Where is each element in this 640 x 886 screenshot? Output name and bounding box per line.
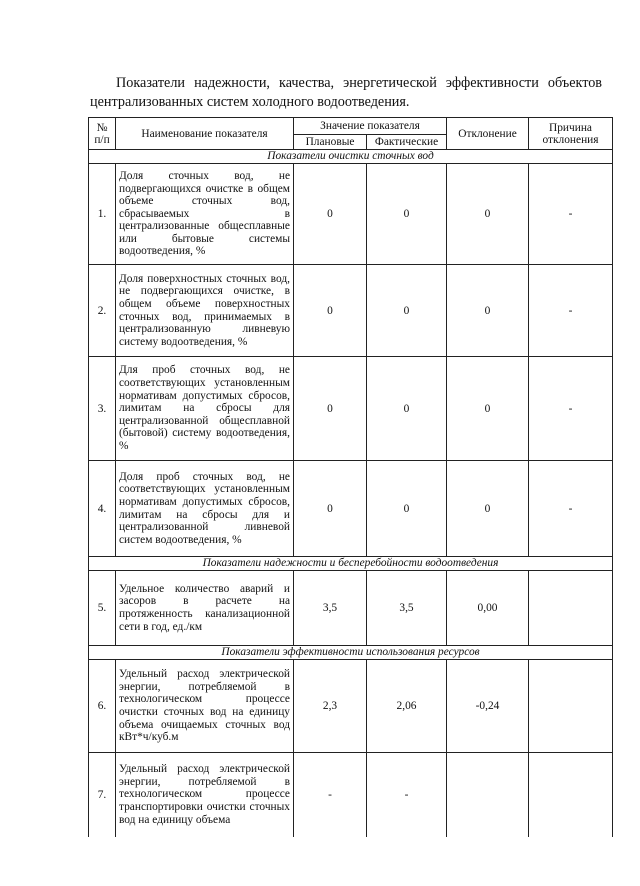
indicator-name: Доля поверхностных сточных вод, не подвергающихся очистке, в общем объеме поверхностных сточных вод, принимаемых в централизованную ливневую систему водоотведения, % bbox=[116, 265, 294, 357]
table-row bbox=[89, 164, 613, 265]
title-line-1: Показатели надежности, качества, энергетической эффективности объектов bbox=[116, 75, 602, 91]
header-actual: Фактические bbox=[367, 135, 447, 150]
reason-value bbox=[529, 571, 613, 646]
title-line-2: централизованных систем холодного водоотведения. bbox=[90, 94, 410, 110]
header-planned: Плановые bbox=[294, 135, 367, 150]
header-value: Значение показателя bbox=[294, 118, 447, 135]
section-title: Показатели очистки сточных вод bbox=[89, 150, 613, 164]
reason-value: - bbox=[529, 164, 613, 265]
section-title: Показатели надежности и бесперебойности водоотведения bbox=[89, 557, 613, 571]
table-row bbox=[89, 660, 613, 753]
header-num: № п/п bbox=[89, 118, 116, 150]
section-title: Показатели эффективности использования ресурсов bbox=[89, 646, 613, 660]
section-row bbox=[89, 150, 613, 164]
planned-value: 0 bbox=[294, 357, 367, 461]
reason-value bbox=[529, 753, 613, 837]
table-row bbox=[89, 357, 613, 461]
reason-value: - bbox=[529, 357, 613, 461]
row-number: 6. bbox=[89, 660, 116, 753]
table-row bbox=[89, 265, 613, 357]
deviation-value: 0,00 bbox=[447, 571, 529, 646]
row-number: 4. bbox=[89, 461, 116, 557]
indicator-name: Удельный расход электрической энергии, потребляемой в технологическом процессе транспортировки очистки сточных вод на единицу объема bbox=[116, 753, 294, 837]
table-row bbox=[89, 571, 613, 646]
actual-value: 0 bbox=[367, 265, 447, 357]
actual-value: 0 bbox=[367, 461, 447, 557]
deviation-value: 0 bbox=[447, 357, 529, 461]
indicator-name: Для проб сточных вод, не соответствующих установленным нормативам допустимых сбросов, лимитам на сбросы для централизованной общесплавной (бытовой) систему водоотведения, % bbox=[116, 357, 294, 461]
deviation-value: 0 bbox=[447, 164, 529, 265]
actual-value: - bbox=[367, 753, 447, 837]
indicator-name: Доля сточных вод, не подвергающихся очистке в общем объеме сточных вод, сбрасываемых в централизованные общесплавные или бытовые системы водоотведения, % bbox=[116, 164, 294, 265]
reason-value: - bbox=[529, 265, 613, 357]
planned-value: 2,3 bbox=[294, 660, 367, 753]
table-row bbox=[89, 753, 613, 837]
planned-value: 0 bbox=[294, 461, 367, 557]
reason-value bbox=[529, 660, 613, 753]
header-deviation: Отклонение bbox=[447, 118, 529, 150]
actual-value: 3,5 bbox=[367, 571, 447, 646]
row-number: 2. bbox=[89, 265, 116, 357]
row-number: 3. bbox=[89, 357, 116, 461]
deviation-value: -0,24 bbox=[447, 660, 529, 753]
header-name: Наименование показателя bbox=[116, 118, 294, 150]
planned-value: 0 bbox=[294, 164, 367, 265]
indicator-name: Удельное количество аварий и засоров в расчете на протяженность канализационной сети в год, ед./км bbox=[116, 571, 294, 646]
section-row bbox=[89, 646, 613, 660]
row-number: 5. bbox=[89, 571, 116, 646]
reason-value: - bbox=[529, 461, 613, 557]
row-number: 1. bbox=[89, 164, 116, 265]
actual-value: 0 bbox=[367, 164, 447, 265]
actual-value: 2,06 bbox=[367, 660, 447, 753]
actual-value: 0 bbox=[367, 357, 447, 461]
planned-value: 3,5 bbox=[294, 571, 367, 646]
indicator-name: Доля проб сточных вод, не соответствующих установленным нормативам допустимых сбросов, лимитам на сбросы для и централизованной ливневой систем водоотведения, % bbox=[116, 461, 294, 557]
section-row bbox=[89, 557, 613, 571]
planned-value: - bbox=[294, 753, 367, 837]
planned-value: 0 bbox=[294, 265, 367, 357]
page-title bbox=[90, 74, 602, 112]
table-row bbox=[89, 461, 613, 557]
indicators-table bbox=[88, 117, 613, 837]
header-reason: Причина отклонения bbox=[529, 118, 613, 150]
deviation-value: 0 bbox=[447, 461, 529, 557]
indicator-name: Удельный расход электрической энергии, потребляемой в технологическом процессе очистки сточных вод на единицу объема очищаемых сточных вод кВт*ч/куб.м bbox=[116, 660, 294, 753]
row-number: 7. bbox=[89, 753, 116, 837]
deviation-value bbox=[447, 753, 529, 837]
deviation-value: 0 bbox=[447, 265, 529, 357]
